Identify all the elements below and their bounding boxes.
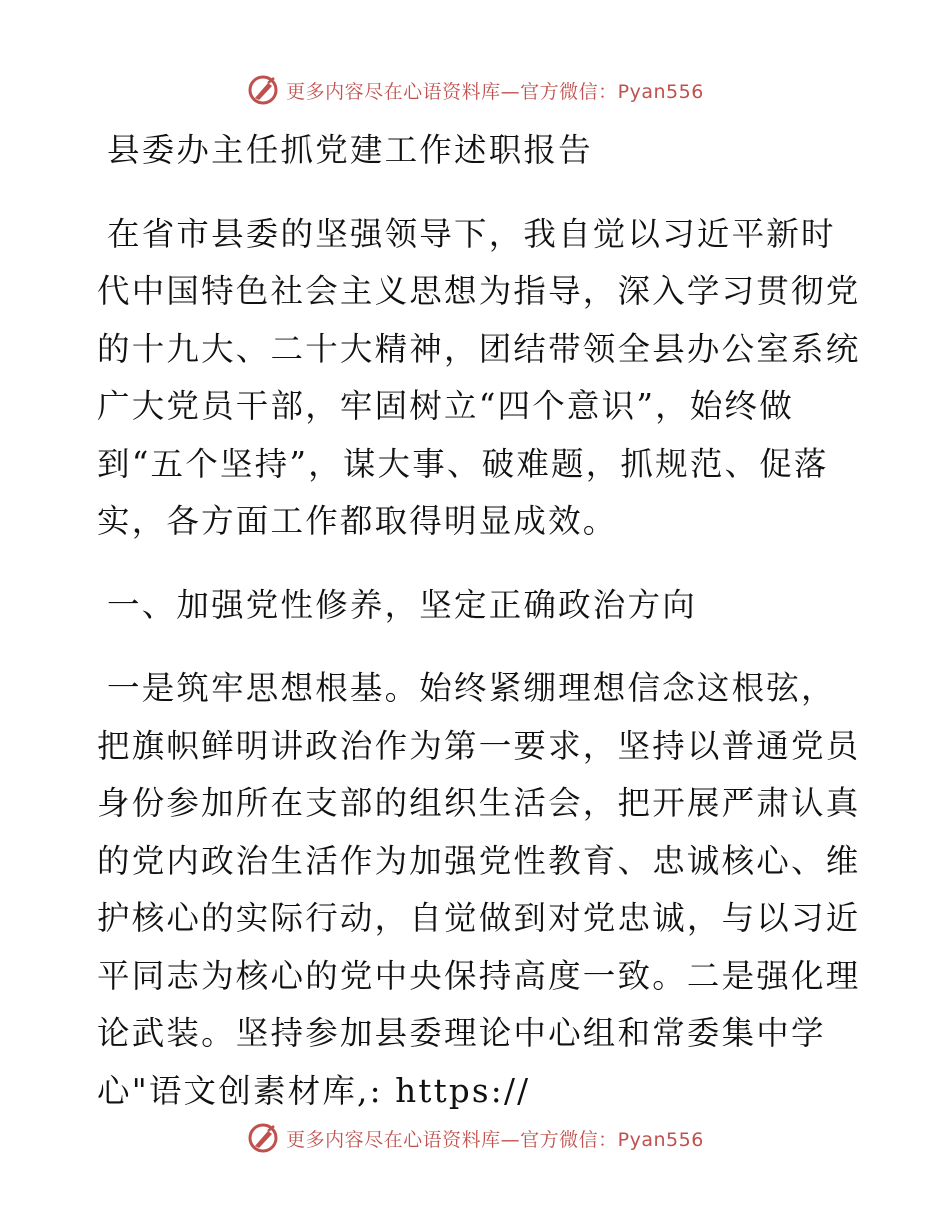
section-heading: 一、加强党性修养，坚定正确政治方向	[107, 585, 697, 624]
watermark-text: 更多内容尽在心语资料库—官方微信：Pyan556	[286, 80, 704, 103]
text-line: 代中国特色社会主义思想为指导，深入学习贯彻党	[97, 272, 861, 310]
text-line: 实，各方面工作都取得明显成效。	[97, 502, 618, 540]
text-line: 身份参加所在支部的组织生活会，把开展严肃认真	[97, 784, 861, 822]
quill-pen-logo-icon	[246, 1121, 280, 1155]
document-title: 县委办主任抓党建工作述职报告	[107, 131, 593, 169]
text-line: 一是筑牢思想根基。始终紧绷理想信念这根弦，	[107, 669, 836, 707]
quill-pen-logo-icon	[246, 73, 280, 107]
text-line: 的党内政治生活作为加强党性教育、忠诚核心、维	[97, 841, 861, 880]
text-line: 论武装。坚持参加县委理论中心组和常委集中学	[97, 1014, 826, 1052]
text-line: 护核心的实际行动，自觉做到对党忠诚，与以习近	[97, 899, 861, 937]
document-body	[97, 122, 861, 1120]
paragraph-intro	[97, 206, 861, 551]
text-line: 广大党员干部，牢固树立“四个意识”，始终做	[97, 387, 794, 425]
text-line: 的十九大、二十大精神，团结带领全县办公室系统	[97, 329, 861, 368]
header-watermark	[0, 70, 950, 110]
watermark-text: 更多内容尽在心语资料库—官方微信：Pyan556	[286, 1128, 704, 1151]
text-line: 心"语文创素材库,: https://	[97, 1071, 531, 1110]
text-line: 在省市县委的坚强领导下，我自觉以习近平新时	[107, 214, 836, 253]
text-line: 平同志为核心的党中央保持高度一致。二是强化理	[97, 956, 861, 995]
text-line: 到“五个坚持”，谋大事、破难题，抓规范、促落	[97, 444, 829, 483]
paragraph-section1	[97, 660, 861, 1120]
footer-watermark	[0, 1118, 950, 1158]
text-line: 把旗帜鲜明讲政治作为第一要求，坚持以普通党员	[97, 726, 861, 765]
